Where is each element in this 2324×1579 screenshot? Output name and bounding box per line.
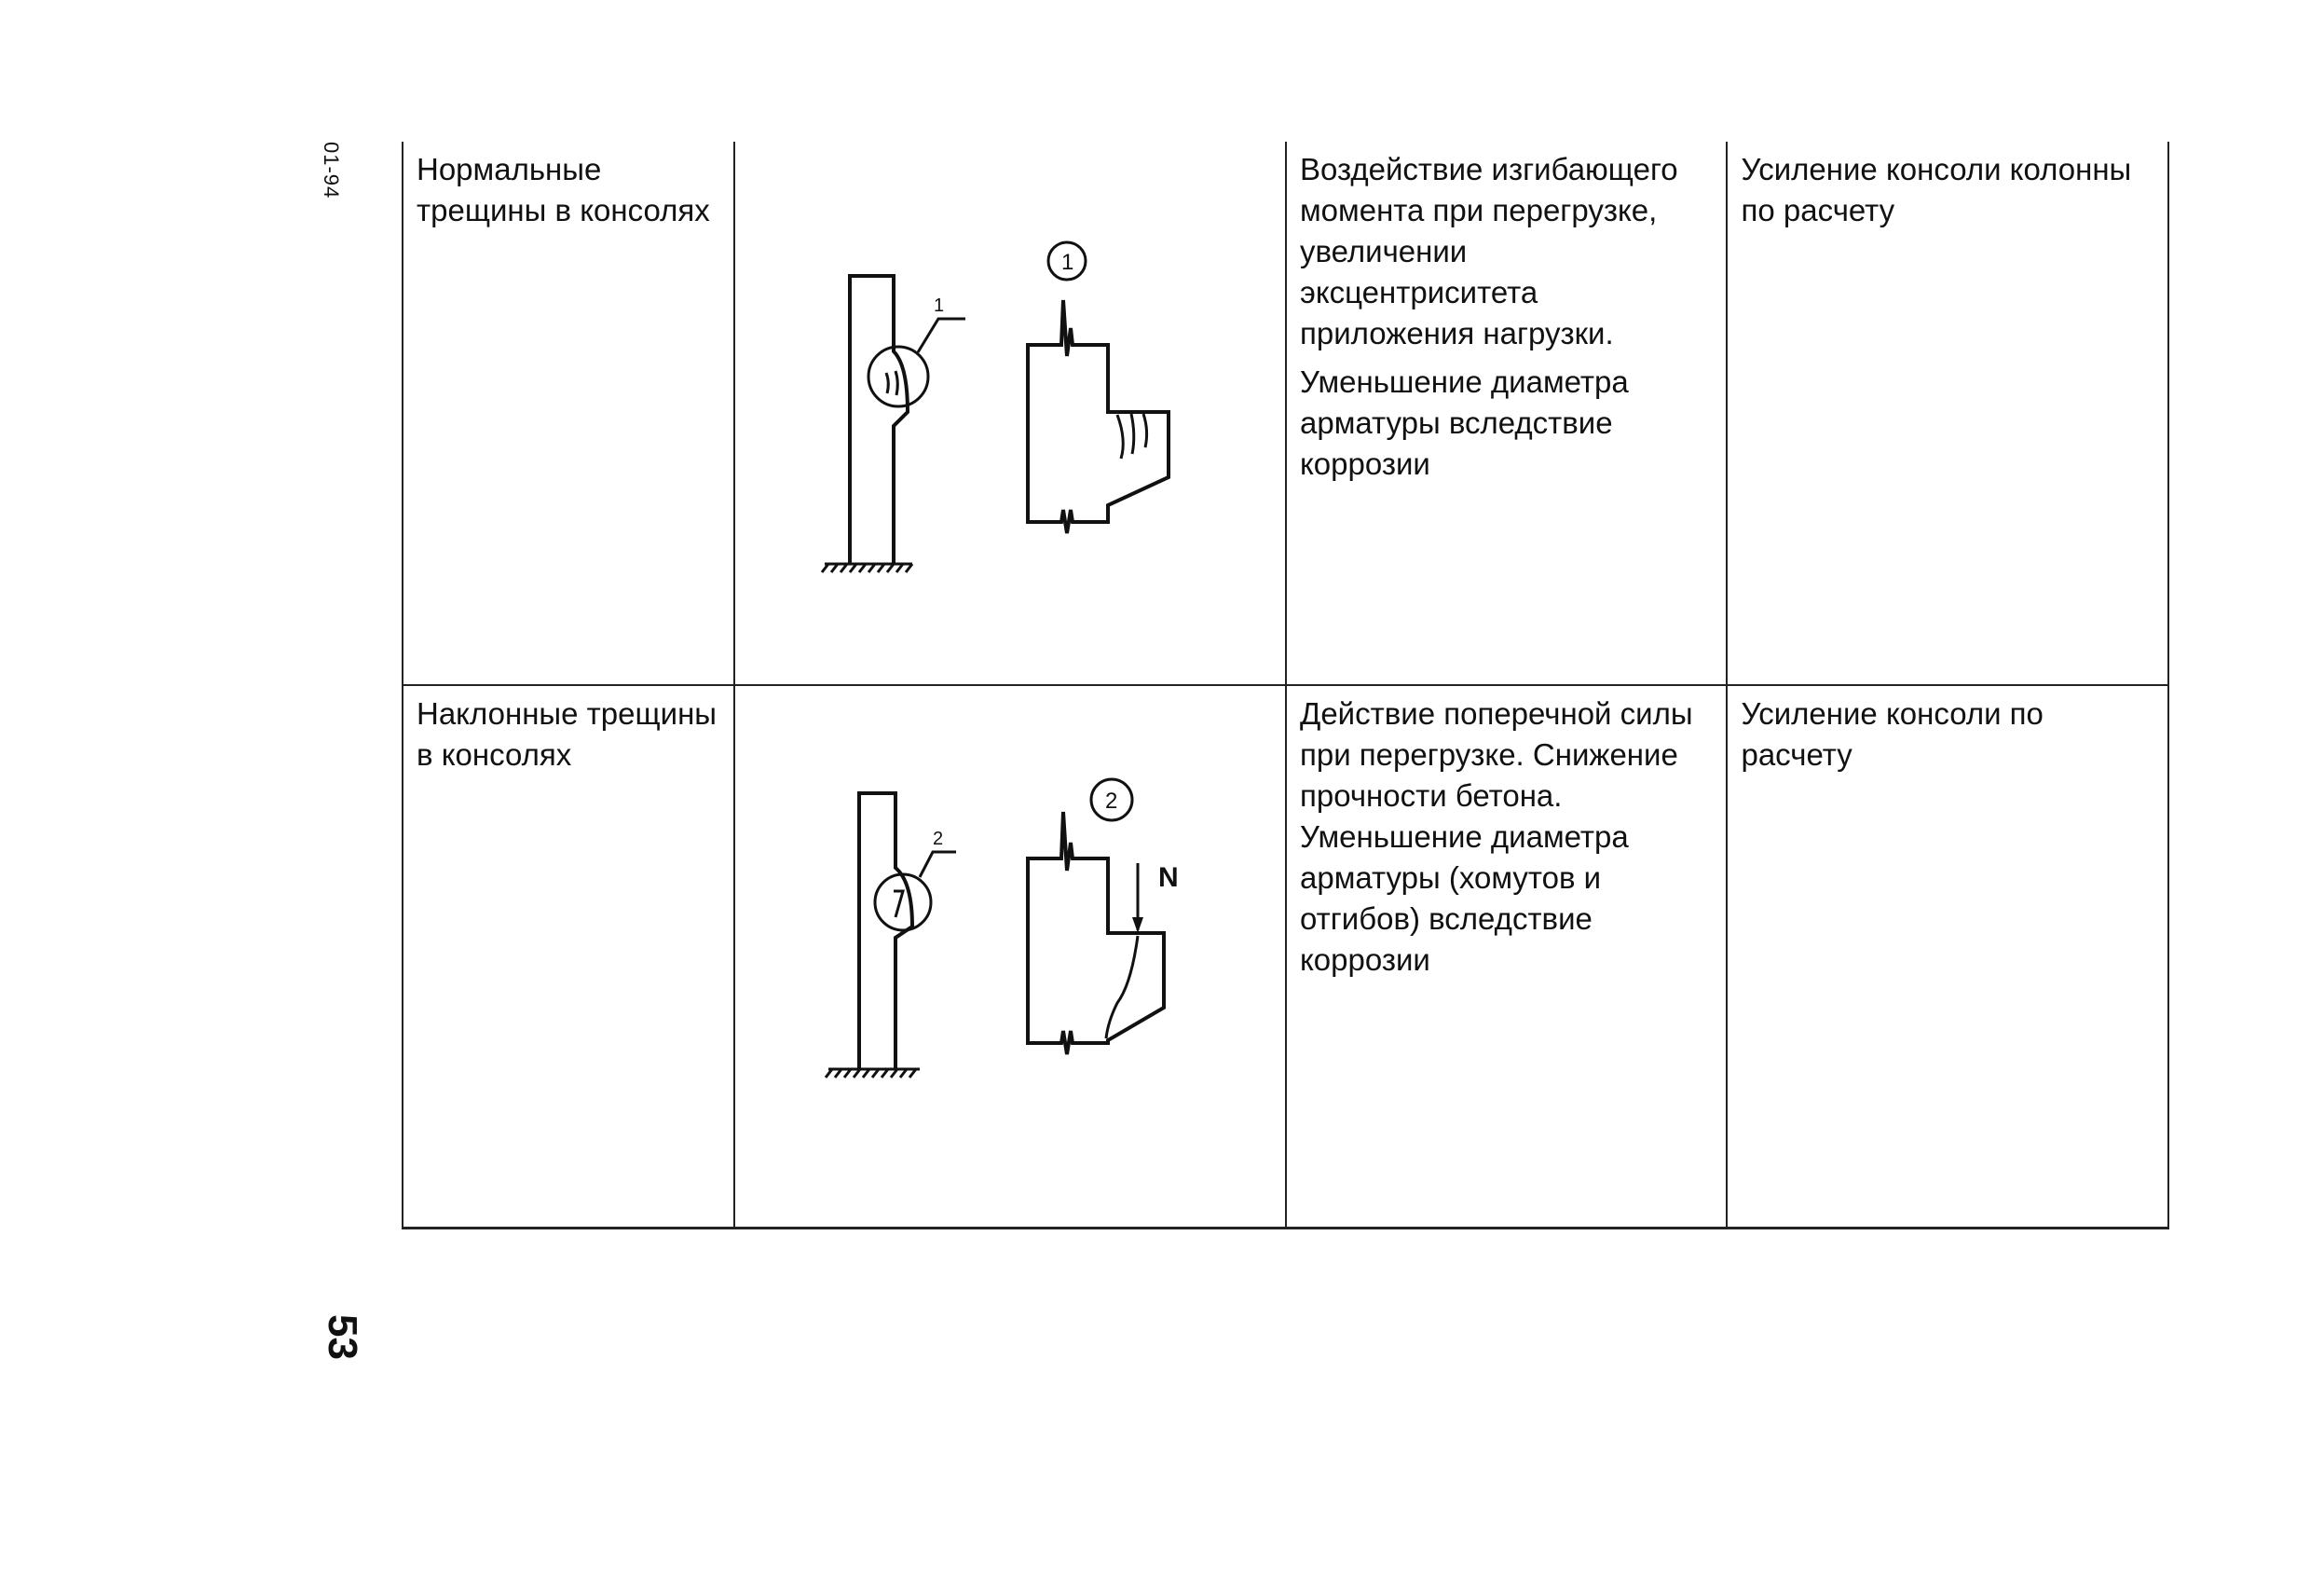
callout-leader [920, 852, 956, 877]
table-row [403, 685, 2168, 1229]
page-number: 53 [320, 1314, 365, 1360]
figure-cell [734, 142, 1286, 685]
cause-cell [1286, 142, 1727, 685]
console-detail [1028, 779, 1179, 1054]
cause-paragraph: Уменьшение диаметра арматуры вследствие коррозии [1299, 364, 1629, 481]
callout-label: 1 [934, 295, 945, 316]
remedy-text: Усиление консоли по расчету [1741, 696, 2044, 772]
detail-callout-circle [875, 874, 931, 930]
remedy-text: Усиление консоли колонны по расчету [1741, 152, 2132, 227]
document-code: 01-94 [320, 142, 343, 199]
inclined-crack-line [1106, 936, 1138, 1038]
defect-cell [403, 685, 734, 1229]
callout-label: 2 [933, 829, 944, 849]
defect-name: Наклонные трещины в консолях [417, 696, 718, 772]
crack-marks [894, 891, 903, 917]
callout-leader [918, 319, 965, 352]
cause-cell [1286, 685, 1727, 1229]
console-normal-cracks-diagram [735, 142, 1286, 669]
cause-paragraph: Действие поперечной силы при перегрузке. Снижение прочности бетона. Уменьшение диаметра арматуры (хомутов и отгибов) вследствие коррозии [1299, 696, 1693, 977]
console-inclined-cracks-diagram [735, 686, 1286, 1212]
force-arrowhead [1132, 917, 1143, 933]
force-label: N [1158, 862, 1180, 893]
detail-number: 2 [1105, 789, 1118, 814]
table-row [403, 142, 2168, 685]
normal-crack-lines [1117, 414, 1147, 459]
figure-cell [734, 685, 1286, 1229]
crack-marks [886, 371, 897, 395]
remedy-cell [1727, 685, 2168, 1229]
column-elevation [826, 793, 956, 1078]
defect-cell [403, 142, 734, 685]
defects-table [402, 142, 2169, 1229]
remedy-cell [1727, 142, 2168, 685]
detail-number: 1 [1061, 250, 1074, 275]
column-elevation [822, 276, 965, 572]
console-detail [1028, 242, 1169, 533]
cause-paragraph: Воздействие изгибающего момента при перегрузке, увеличении эксцентриситета приложения нагрузки. [1299, 152, 1678, 350]
defect-name: Нормальные трещины в консолях [417, 152, 710, 227]
